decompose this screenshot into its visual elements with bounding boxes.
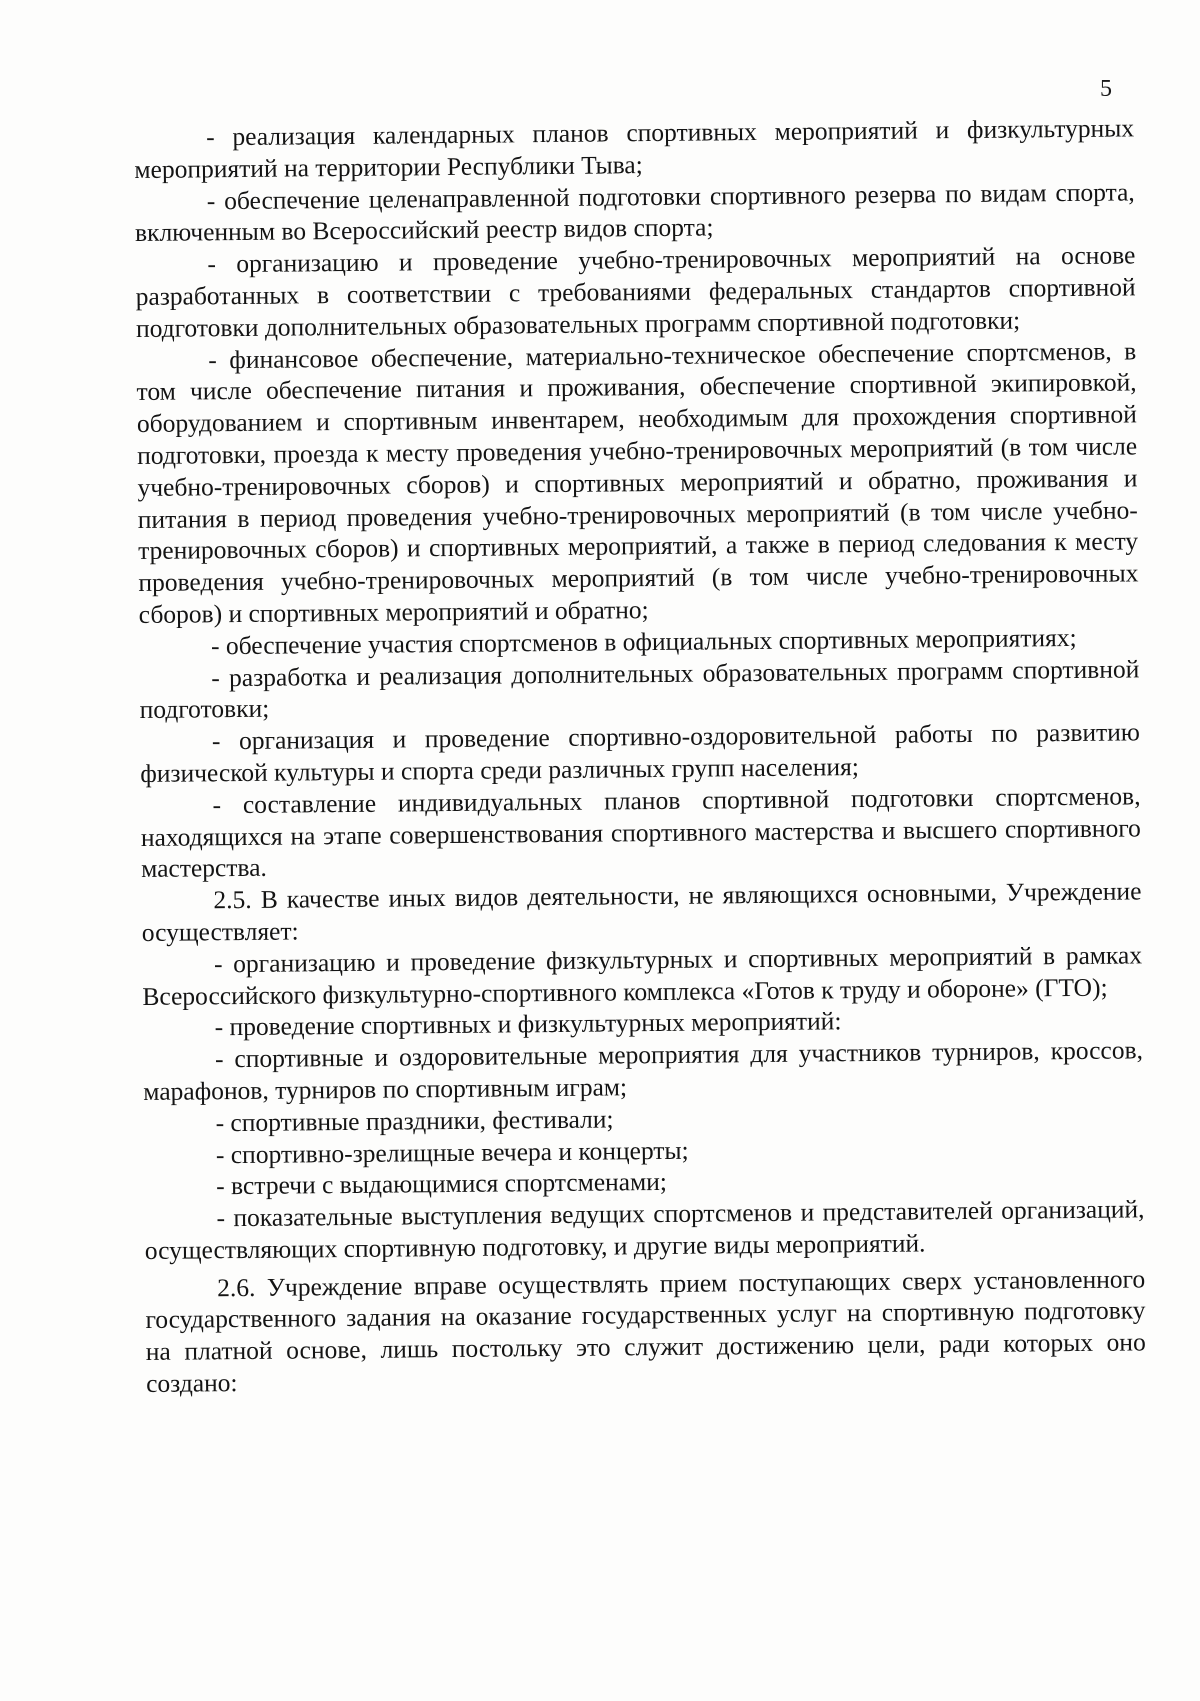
- paragraph-festivals: - спортивные праздники, фестивали;: [215, 1104, 614, 1137]
- paragraph-section-2-6: 2.6. Учреждение вправе осуществлять прием поступающих сверх установленного государственного задания на оказание государственных услуг на спортивную подготовку на платной основе, лишь постольку это служит достижению цели, ради которых оно создано:: [145, 1264, 1146, 1399]
- paragraph-sports-events: - проведение спортивных и физкультурных мероприятий:: [214, 1006, 842, 1042]
- paragraph-section-2-5: 2.5. В качестве иных видов деятельности, не являющихся основными, Учреждение осуществляет:: [141, 876, 1142, 947]
- paragraph-demonstrations: - показательные выступления ведущих спортсменов и представителей организаций, осуществляющих спортивную подготовку, и другие виды мероприятий.: [144, 1194, 1145, 1265]
- paragraph-concerts: - спортивно-зрелищные вечера и концерты;: [215, 1135, 689, 1169]
- paragraph-gto: - организацию и проведение физкультурных и спортивных мероприятий в рамках Всероссийского физкультурно-спортивного комплекса «Готов к труду и обороне» (ГТО);: [142, 940, 1143, 1011]
- paragraph-tournaments: - спортивные и оздоровительные мероприятия для участников турниров, кроссов, марафонов, турниров по спортивным играм;: [143, 1035, 1144, 1106]
- paragraph-individual-plans: - составление индивидуальных планов спортивной подготовки спортсменов, находящихся на этапе совершенствования спортивного мастерства и высшего спортивного мастерства.: [140, 781, 1141, 884]
- paragraph-reserve-training: - обеспечение целенаправленной подготовки спортивного резерва по видам спорта, включенным во Всероссийский реестр видов спорта;: [134, 176, 1135, 248]
- document-body: [134, 112, 1146, 1399]
- paragraph-training-events: - организацию и проведение учебно-тренировочных мероприятий на основе разработанных в соответствии с требованиями федеральных стандартов спортивной подготовки дополнительных образовательных программ спортивной подготовки;: [135, 240, 1136, 343]
- page-number: 5: [1100, 76, 1112, 102]
- paragraph-official-events: - обеспечение участия спортсменов в официальных спортивных мероприятиях;: [210, 622, 1077, 661]
- paragraph-programs-development: - разработка и реализация дополнительных образовательных программ спортивной подготовки;: [139, 653, 1140, 725]
- paragraph-health-work: - организация и проведение спортивно-оздоровительной работы по развитию физической культуры и спорта среди различных групп населения;: [140, 717, 1141, 788]
- paragraph-financial-support: - финансовое обеспечение, материально-техническое обеспечение спортсменов, в том числе обеспечение питания и проживания, обеспечение спортивной экипировкой, оборудованием и спортивным инвентарем, необходимым для прохождения спортивной подготовки, проезда к месту проведения учебно-тренировочных мероприятий (в том числе учебно-тренировочных сборов) и спортивных мероприятий и обратно, проживания и питания в период проведения учебно-тренировочных мероприятий (в том числе учебно-тренировочных сборов) и спортивных мероприятий, а также в период следования к месту проведения учебно-тренировочных мероприятий (в том числе учебно-тренировочных сборов) и спортивных мероприятий и обратно;: [136, 335, 1139, 629]
- paragraph-meetings: - встречи с выдающимися спортсменами;: [216, 1167, 668, 1201]
- paragraph-calendar-plans: - реализация календарных планов спортивных мероприятий и физкультурных мероприятий на территории Республики Тыва;: [134, 113, 1135, 184]
